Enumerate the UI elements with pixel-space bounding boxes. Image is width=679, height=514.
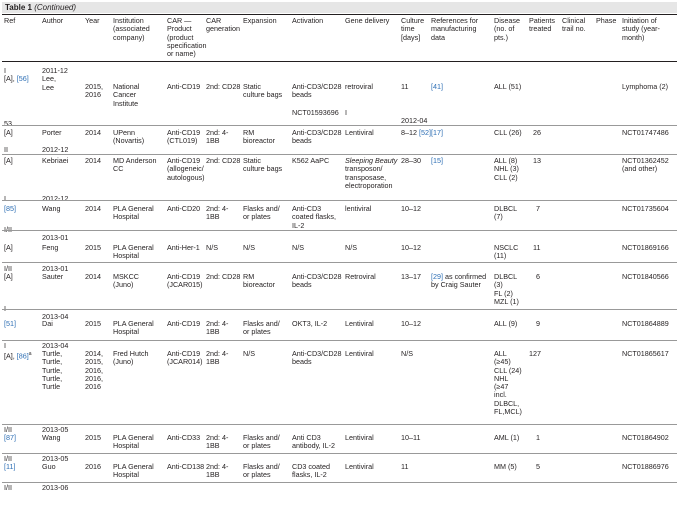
cell-phase-prefix: I [4,66,6,75]
cell-ref: [A] [4,272,13,281]
cell-gene-delivery: Lentiviral [345,319,374,328]
cell-initiation: NCT01747486 [622,128,669,137]
row-divider [2,200,677,201]
cell-next-prefix: 53 [4,119,12,128]
row-divider [2,482,677,483]
cell-patients: 7 [536,204,540,213]
cell-author: Sauter [42,272,64,281]
cell-culture-time: 10–12 [401,204,421,213]
cell-institution: PLA General Hospital [113,243,154,261]
cell-disease: MM (5) [494,462,517,471]
cell-generation: N/S [206,243,218,252]
cell-ref: [A] [4,156,13,165]
cell-activation: Anti CD3 antibody, IL-2 [292,433,336,451]
cell-expansion: Flasks and/ or plates [243,204,280,222]
cell-generation: 2nd: 4- 1BB [206,204,229,222]
cell-institution: MD Anderson CC [113,156,157,174]
row-divider [2,230,677,231]
cell-year: 2014 [85,204,101,213]
cell-initiation: NCT01886976 [622,462,669,471]
cell-next-prefix: I/II [4,425,12,434]
cell-patients: 5 [536,462,540,471]
header-expansion: Expansion [243,16,277,25]
cell-disease: DLBCL (7) [494,204,518,222]
cell-culture-time: N/S [401,349,413,358]
cell-year: 2015 [85,319,101,328]
cell-next-date: 2013-01 [42,264,69,273]
cell-culture-time: 10–11 [401,433,421,442]
cell-year: 2014 [85,156,101,165]
cell-author: Wang [42,204,61,213]
cell-institution: PLA General Hospital [113,462,154,480]
cell-ref: [A], [56] [4,74,29,83]
row-divider [2,453,677,454]
cell-ref: [A], $[86]^a$ [4,351,32,361]
cell-culture-time: 11 [401,82,409,91]
cell-year: 2014, 2015, 2016, 2016, 2016 [85,349,103,392]
header-year: Year [85,16,100,25]
cell-year: 2015, 2016 [85,82,103,100]
cell-disease: CLL (26) [494,128,522,137]
cell-generation: 2nd: 4- 1BB [206,349,229,367]
cell-author: Turtle, Turtle, Turtle, Turtle, Turtle [42,349,63,392]
cell-author: 2011-12 Lee, Lee [42,66,68,92]
header-author: Author [42,16,64,25]
cell-next-prefix: I/II [4,454,12,463]
cell-next-prefix: II [4,145,8,154]
cell-initiation: NCT01362452 (and other) [622,156,669,174]
cell-gene-delivery: Sleeping Beauty transposon/ transposase, electroporation [345,156,398,190]
cell-next-prefix: I/II [4,264,12,273]
cell-culture-time: 8–12 [52] [401,128,431,137]
cell-disease: ALL (51) [494,82,522,91]
cell-product: Anti-CD19 [167,319,201,328]
cell-next-date: 2013-06 [42,483,69,492]
table-title-bar [2,2,677,13]
cell-disease: ALL (8) NHL (3) CLL (2) [494,156,519,182]
cell-author: Porter [42,128,62,137]
cell-ref-link[interactable]: [85] [4,204,16,213]
cell-patients: 1 [536,433,540,442]
cell-expansion: RM bioreactor [243,128,275,146]
cell-expansion: Static culture bags [243,82,283,100]
cell-next-prefix: I [4,304,6,313]
cell-expansion: N/S [243,243,255,252]
cell-generation: 2nd: 4- 1BB [206,462,229,480]
cell-disease: ALL (≥45) CLL (24) NHL (≥47 incl. DLBCL, FL,MCL) [494,349,522,417]
header-activation: Activation [292,16,324,25]
cell-next-prefix: I/II [4,225,12,234]
cell-patients: 6 [536,272,540,281]
cell-culture-time: 10–12 [401,319,421,328]
cell-institution: MSKCC (Juno) [113,272,139,290]
row-divider [2,262,677,263]
cell-generation: 2nd: 4- 1BB [206,433,229,451]
table-title: Table 1 (Continued) [5,3,77,12]
header-disease: Disease (no. of pts.) [494,16,520,42]
cell-gene-delivery: Lentiviral [345,128,374,137]
cell-gene-delivery: retroviral [345,82,373,91]
cell-year: 2014 [85,128,101,137]
cell-activation: Anti-CD3/CD28 beads [292,128,342,146]
cell-patients: 13 [533,156,541,165]
cell-year: 2016 [85,462,101,471]
cell-author: Dai [42,319,53,328]
cell-activation: OKT3, IL-2 [292,319,328,328]
header-generation: CAR generation [206,16,240,34]
cell-initiation: NCT01735604 [622,204,669,213]
cell-gene-delivery: Lentiviral [345,462,374,471]
row-divider [2,154,677,155]
cell-next-prefix: I [4,194,6,203]
cell-ref-link[interactable]: [11] [4,462,16,471]
cell-author: Kebriaei [42,156,69,165]
header-clinical-trial: Clinical trail no. [562,16,586,34]
cell-generation: 2nd: 4- 1BB [206,128,229,146]
cell-author: Guo [42,462,56,471]
cell-year: 2014 [85,272,101,281]
cell-next-date: 2012-12 [42,194,69,203]
cell-expansion: RM bioreactor [243,272,275,290]
row-divider [2,340,677,341]
cell-author: Feng [42,243,59,252]
cell-ref-link[interactable]: [87] [4,433,16,442]
cell-activation: Anti-CD3/CD28 beads [292,82,342,100]
cell-product: Anti-CD19 (JCAR015) [167,272,203,290]
cell-patients: 127 [529,349,541,358]
cell-author: Wang [42,433,61,442]
cell-patients: 11 [533,243,541,252]
cell-next-date: 2013-01 [42,233,69,242]
cell-culture-time: 28–30 [401,156,421,165]
ref-link[interactable]: [86] [16,351,29,361]
cell-product: Anti-CD20 [167,204,201,213]
cell-generation: 2nd: CD28 [206,156,241,165]
cell-expansion: Flasks and/ or plates [243,319,280,337]
cell-product: Anti-CD33 [167,433,201,442]
cell-trial-date: 2012-04 [401,116,428,125]
cell-disease: NSCLC (11) [494,243,519,261]
cell-next-date: 2013-04 [42,312,69,321]
cell-expansion: Flasks and/ or plates [243,462,280,480]
cell-next-date: 2013-05 [42,454,69,463]
cell-initiation: NCT01865617 [622,349,669,358]
cell-initiation: NCT01864889 [622,319,669,328]
cell-disease: DLBCL (3) FL (2) MZL (1) [494,272,519,306]
cell-gene-delivery: N/S [345,243,357,252]
cell-references-link[interactable]: [15] [431,156,443,165]
cell-activation: Anti-CD3/CD28 beads [292,272,342,290]
header-product: CAR — Product (product specification or name) [167,16,207,59]
cell-product: Anti-CD19 (CTL019) [167,128,201,146]
cell-culture-time: 13–17 [401,272,421,281]
cell-product: Anti-Her-1 [167,243,200,252]
cell-institution: UPenn (Novartis) [113,128,145,146]
cell-activation: Anti-CD3 coated flasks, IL-2 [292,204,336,230]
row-divider [2,125,677,126]
cell-next-prefix: I [4,341,6,350]
header-top-rule [2,14,677,15]
cell-ref: [A] [4,243,13,252]
row-divider [2,309,677,310]
cell-gene-delivery: Lentiviral [345,349,374,358]
cell-gene-delivery: lentiviral [345,204,372,213]
cell-next-date: 2013-05 [42,425,69,434]
cell-activation: K562 AaPC [292,156,330,165]
cell-product: Anti-CD19 (allogeneic/ autologous) [167,156,205,182]
cell-next-prefix: I/II [4,483,12,492]
cell-institution: PLA General Hospital [113,319,154,337]
header-initiation: Initiation of study (year- month) [622,16,660,42]
cell-trial-phase: I [345,108,347,117]
cell-expansion: N/S [243,349,255,358]
cell-product: Anti-CD138 [167,462,205,471]
cell-institution: Fred Hutch (Juno) [113,349,149,367]
cell-disease: AML (1) [494,433,520,442]
cell-disease: ALL (9) [494,319,518,328]
cell-patients: 26 [533,128,541,137]
cell-generation: 2nd: CD28 [206,272,241,281]
cell-expansion: Static culture bags [243,156,283,174]
header-bottom-rule [2,61,677,62]
cell-culture-time: 10–12 [401,243,421,252]
cell-initiation: NCT01864902 [622,433,669,442]
cell-institution: PLA General Hospital [113,204,154,222]
references-link[interactable]: [29] [431,272,443,281]
cell-generation: 2nd: CD28 [206,82,241,91]
cell-year: 2015 [85,243,101,252]
header-ref: Ref [4,16,16,25]
cell-product: Anti-CD19 [167,82,201,91]
cell-references-link[interactable]: [17] [431,128,443,137]
cell-gene-delivery: Lentiviral [345,433,374,442]
header-references: References for manufacturing data [431,16,479,42]
cell-references-link[interactable]: [41] [431,82,443,91]
header-phase: Phase [596,16,617,25]
cell-year: 2015 [85,433,101,442]
cell-next-date: 2012-12 [42,145,69,154]
cell-generation: 2nd: 4- 1BB [206,319,229,337]
cell-ref-link[interactable]: [51] [4,319,16,328]
cell-institution: PLA General Hospital [113,433,154,451]
cell-activation: CD3 coated flasks, IL-2 [292,462,330,480]
cell-culture-time: 11 [401,462,409,471]
cell-gene-delivery: Retroviral [345,272,376,281]
ref-link[interactable]: [56] [16,74,29,83]
cell-patients: 9 [536,319,540,328]
cell-activation: Anti-CD3/CD28 beads [292,349,342,367]
cell-references: [29] as confirmed by Craig Sauter [431,272,487,290]
cell-initiation: Lymphoma (2) [622,82,669,91]
cell-initiation: NCT01840566 [622,272,669,281]
header-patients: Patients treated [529,16,555,34]
cell-product: Anti-CD19 (JCAR014) [167,349,203,367]
cell-ref: [A] [4,128,13,137]
cell-activation: N/S [292,243,304,252]
header-culture-time: Culture time [days] [401,16,425,42]
cell-expansion: Flasks and/ or plates [243,433,280,451]
culture-ref-link[interactable]: [52] [419,128,431,137]
cell-trial-number: NCT01593696 [292,108,339,117]
header-gene-delivery: Gene delivery [345,16,390,25]
cell-next-date: 2013-04 [42,341,69,350]
cell-institution: National Cancer Institute [113,82,140,108]
row-divider [2,424,677,425]
cell-initiation: NCT01869166 [622,243,669,252]
header-institution: Institution (associated company) [113,16,150,42]
